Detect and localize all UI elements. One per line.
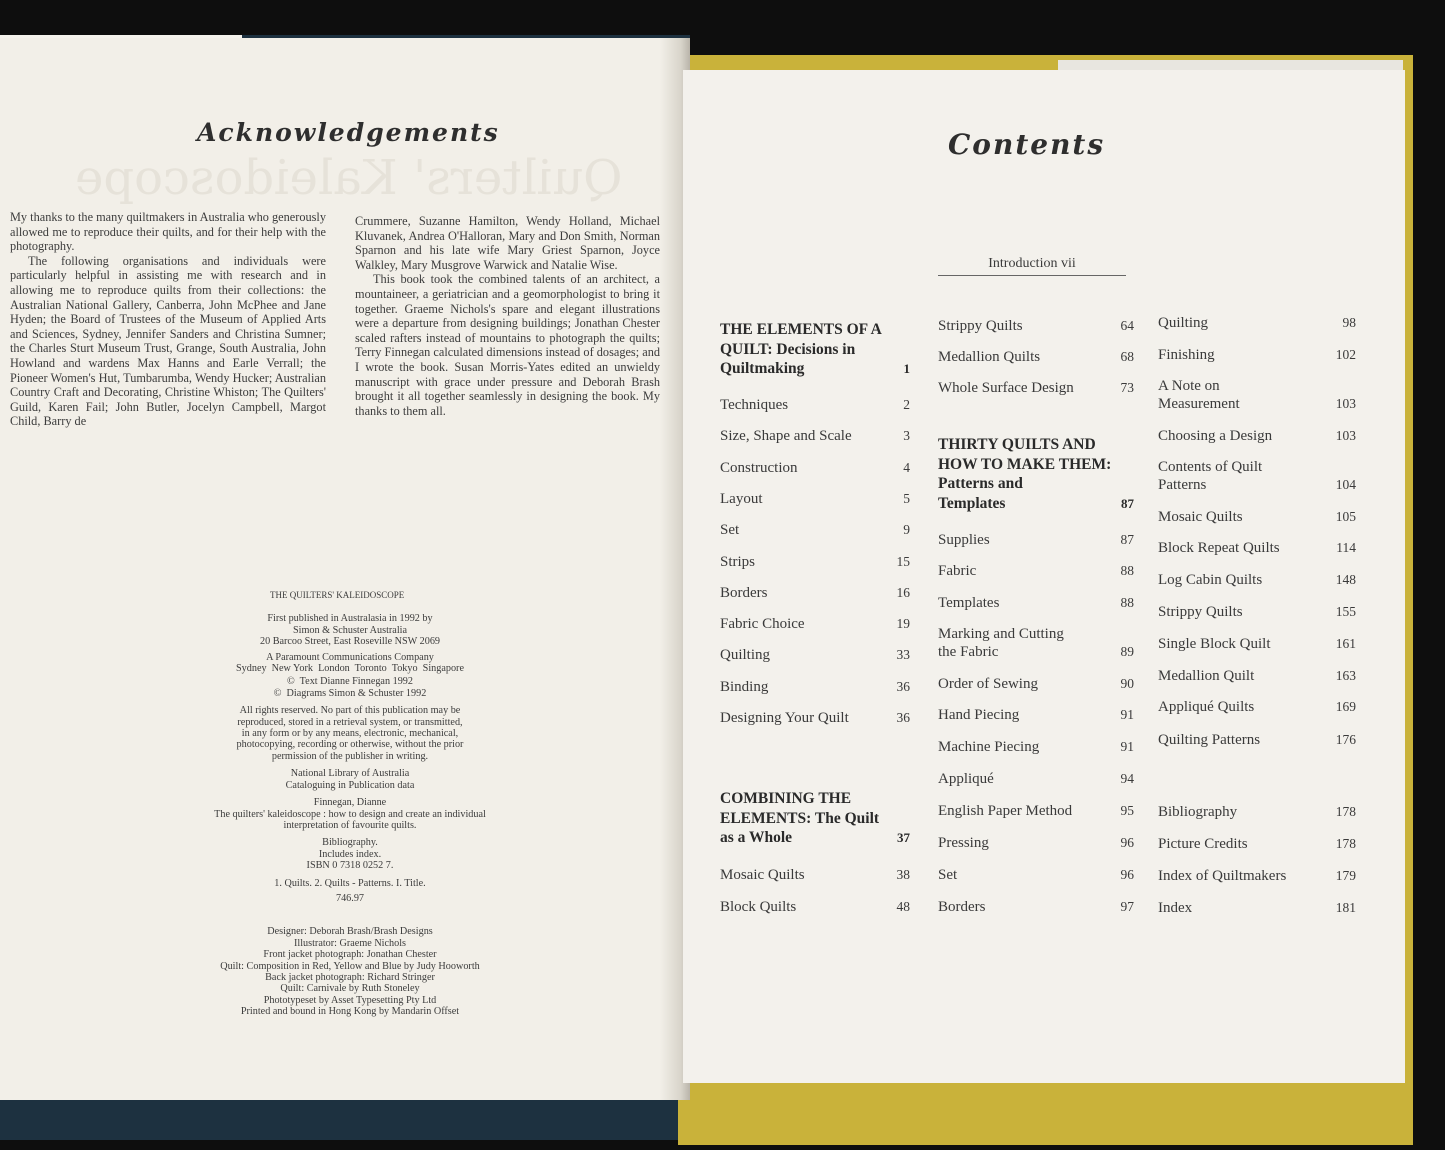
ghost-show-through-title: Quilters' Kaleidoscope — [75, 150, 623, 206]
toc-entry-page: 91 — [1120, 739, 1134, 754]
toc-section-title: THIRTY QUILTS AND HOW TO MAKE THEM: Patterns and Templates — [938, 436, 1112, 512]
imprint-biblio — [160, 837, 540, 871]
toc-entry-page: 96 — [1120, 835, 1134, 850]
toc-entry-label: Layout — [720, 490, 763, 507]
imprint-line: Sydney New York London Toronto Tokyo Singapore — [236, 663, 464, 675]
imprint-line: Bibliography. — [322, 837, 378, 849]
imprint-line: National Library of Australia — [290, 768, 410, 780]
toc-entry-label: Index — [1158, 900, 1193, 916]
toc-entry-label: Medallion Quilt — [1158, 668, 1255, 684]
toc-entry-label: Construction — [720, 459, 798, 476]
imprint-line: © Diagrams Simon & Schuster 1992 — [273, 687, 427, 699]
acknowledgements-heading: Acknowledgements — [197, 118, 500, 147]
toc-entry-page: 64 — [1120, 318, 1134, 333]
imprint-copyright — [160, 676, 540, 699]
toc-entry-page: 95 — [1120, 803, 1134, 818]
toc-entry-page: 169 — [1335, 699, 1356, 714]
toc-entry-page: 68 — [1120, 349, 1134, 364]
toc-entry-page: 103 — [1335, 396, 1356, 411]
toc-entry-label: Single Block Quilt — [1158, 636, 1271, 652]
right-page — [683, 70, 1405, 1083]
toc-entry-label: Whole Surface Design — [938, 380, 1074, 396]
toc-entry-page: 88 — [1120, 595, 1134, 610]
imprint-line: Quilt: Composition in Red, Yellow and Blue by Judy Hooworth — [220, 960, 480, 972]
imprint-dewey — [160, 893, 540, 904]
toc-entry-page: 15 — [896, 553, 910, 569]
imprint-line: permission of the publisher in writing. — [271, 750, 429, 762]
contents-heading: Contents — [948, 128, 1106, 161]
toc-entry-page: 98 — [1342, 315, 1356, 330]
toc-entry-label: Pressing — [938, 835, 989, 851]
toc-entry-page: 104 — [1335, 477, 1356, 492]
toc-entry-page: 38 — [896, 867, 910, 882]
imprint-line: A Paramount Communications Company — [266, 651, 434, 663]
toc-entry-label: Quilting — [720, 647, 771, 664]
imprint-rights — [160, 705, 540, 762]
toc-entry-page: 114 — [1336, 540, 1356, 555]
imprint-line: The quilters' kaleidoscope : how to design and create an individual — [214, 808, 486, 820]
toc-entry-label: Techniques — [720, 397, 789, 413]
imprint-title — [160, 590, 540, 601]
toc-entry-label: Size, Shape and Scale — [720, 428, 852, 445]
imprint-line: All rights reserved. No part of this publication may be — [239, 705, 461, 717]
imprint-pub — [160, 613, 540, 647]
toc-entry-label: Index of Quiltmakers — [1158, 868, 1287, 884]
imprint-line: Simon & Schuster Australia — [292, 624, 408, 636]
imprint-library — [160, 768, 540, 791]
toc-entry-label: Mosaic Quilts — [1158, 509, 1243, 525]
imprint-line: Cataloguing in Publication data — [285, 779, 415, 791]
copyright-imprint — [160, 590, 540, 1018]
imprint-line: © Text Dianne Finnegan 1992 — [287, 676, 413, 688]
acknowledgements-column-2 — [355, 214, 660, 418]
toc-entry-label: Appliqué — [938, 771, 994, 787]
toc-entry-page: 33 — [896, 647, 910, 663]
toc-entry-label: Medallion Quilts — [938, 349, 1041, 365]
toc-entry-page: 178 — [1335, 804, 1356, 819]
imprint-line: in any form or by any means, electronic, mechanical, — [241, 728, 459, 740]
toc-entry-page: 176 — [1335, 732, 1356, 747]
toc-entry-label: Contents of Quilt Patterns — [1158, 459, 1263, 493]
imprint-line: Designer: Deborah Brash/Brash Designs — [267, 926, 433, 938]
toc-entry-label: Block Repeat Quilts — [1158, 540, 1280, 556]
toc-entry-label: Fabric — [938, 563, 977, 579]
imprint-line: 746.97 — [335, 892, 364, 904]
imprint-line: Back jacket photograph: Richard Stringer — [265, 971, 435, 983]
toc-entry-label: Quilting Patterns — [1158, 732, 1261, 748]
toc-entry-page: 163 — [1335, 668, 1356, 683]
toc-entry-page: 9 — [903, 522, 910, 538]
toc-entry-label: Choosing a Design — [1158, 428, 1273, 444]
toc-entry-page: 181 — [1335, 900, 1356, 915]
toc-entry-label: Fabric Choice — [720, 616, 805, 633]
toc-entry-page: 89 — [1120, 644, 1134, 659]
toc-entry-label: Supplies — [938, 532, 990, 548]
toc-section-heading[interactable] — [938, 435, 1134, 513]
toc-section-page: 37 — [897, 830, 910, 845]
toc-entry-page: 91 — [1120, 707, 1134, 722]
toc-section-title: COMBINING THE ELEMENTS: The Quilt as a Whole — [720, 790, 880, 846]
acknowledgements-column-1 — [10, 210, 326, 429]
toc-entry-page: 73 — [1120, 380, 1134, 395]
toc-entry-label: Finishing — [1158, 347, 1215, 363]
toc-entry-label: Mosaic Quilts — [720, 867, 805, 883]
toc-entry-label: Set — [938, 867, 958, 883]
toc-entry-label: Binding — [720, 678, 769, 695]
toc-entry-label: Appliqué Quilts — [1158, 699, 1255, 715]
toc-entry-label: Strips — [720, 553, 756, 570]
imprint-line: interpretation of favourite quilts. — [283, 819, 417, 831]
toc-entry-page: 97 — [1120, 899, 1134, 914]
toc-entry-label: A Note on Measurement — [1158, 378, 1240, 412]
toc-entry-page: 36 — [896, 710, 910, 725]
toc-entry-page: 179 — [1335, 868, 1356, 883]
toc-entry-page: 87 — [1120, 532, 1134, 547]
imprint-line: Quilt: Carnivale by Ruth Stoneley — [280, 983, 420, 995]
imprint-credits — [160, 926, 540, 1017]
toc-entry-page: 105 — [1335, 509, 1356, 524]
toc-entry-label: Marking and Cutting the Fabric — [938, 626, 1064, 660]
toc-entry-label: Borders — [938, 899, 986, 915]
toc-entry-label: Bibliography — [1158, 804, 1238, 820]
imprint-line: 20 Barcoo Street, East Roseville NSW 2069 — [259, 636, 441, 648]
toc-entry-label: English Paper Method — [938, 803, 1073, 819]
toc-entry-label: Picture Credits — [1158, 836, 1248, 852]
toc-entry-page: 48 — [896, 899, 910, 914]
toc-section-heading[interactable] — [720, 320, 910, 379]
toc-entry-label: Quilting — [1158, 315, 1209, 331]
toc-entry-label: Block Quilts — [720, 899, 797, 915]
imprint-cip — [160, 797, 540, 831]
imprint-line: First published in Australasia in 1992 by — [267, 613, 433, 625]
toc-entry-page: 4 — [903, 459, 910, 475]
imprint-subjects — [160, 878, 540, 889]
toc-section-heading[interactable] — [720, 789, 910, 848]
toc-entry-label: Strippy Quilts — [938, 318, 1023, 334]
toc-entry-page: 94 — [1120, 771, 1134, 786]
toc-entry-page: 19 — [896, 616, 910, 632]
toc-introduction: Introduction vii — [938, 256, 1126, 276]
toc-entry-page: 103 — [1335, 428, 1356, 443]
toc-entry-label: Templates — [938, 595, 1000, 611]
toc-section-page: 87 — [1121, 495, 1134, 511]
toc-entry-label: Log Cabin Quilts — [1158, 572, 1263, 588]
imprint-line: ISBN 0 7318 0252 7. — [306, 860, 394, 872]
paragraph: Crummere, Suzanne Hamilton, Wendy Holland, Michael Kluvanek, Andrea O'Halloran, Mary and Don Smith, Norman Sparnon and his late wife Mary Griest Sparnon, Joyce Walkley, Mary Musgrove Warwick and Natalie Wise. — [355, 214, 660, 272]
toc-entry-page: 178 — [1335, 836, 1356, 851]
imprint-line: Front jacket photograph: Jonathan Chester — [263, 949, 437, 961]
toc-entry-label: Borders — [720, 584, 768, 601]
toc-entry-page: 161 — [1335, 636, 1356, 651]
imprint-line: Illustrator: Graeme Nichols — [293, 937, 407, 949]
toc-section-page: 1 — [903, 361, 910, 376]
imprint-line: Finnegan, Dianne — [313, 797, 387, 809]
imprint-company — [160, 652, 540, 675]
toc-entry-page: 5 — [903, 490, 910, 506]
toc-entry-page: 2 — [903, 397, 910, 412]
paragraph: The following organisations and individuals were particularly helpful in assisting me with research and in allowing me to reproduce quilts from their collections: the Australian National Gallery, Canberra, John McPhee and Jane Hyden; the Board of Trustees of the Museum of Applied Arts and Sciences, Sydney, Jennifer Sanders and Christina Sumner; the Charles Sturt Museum Trust, Grange, South Australia, John Howland and wardens Max Hanns and Earle Verrall; the Pioneer Women's Hut, Tumbarumba, Wendy Hucker; Australian Country Craft and Decorating, Christine Whiston; The Quilters' Guild, Karen Fail; John Butler, Jocelyn Campbell, Margot Child, Barry de — [10, 253, 326, 429]
toc-entry-page: 90 — [1120, 676, 1134, 691]
toc-entry-label: Designing Your Quilt — [720, 710, 849, 726]
toc-entry-page: 88 — [1120, 563, 1134, 578]
imprint-line: THE QUILTERS' KALEIDOSCOPE — [270, 590, 405, 600]
imprint-line: Includes index. — [318, 848, 382, 860]
toc-entry-page: 148 — [1335, 572, 1356, 587]
imprint-line: Phototypeset by Asset Typesetting Pty Ltd — [263, 994, 437, 1006]
toc-entry-page: 16 — [896, 584, 910, 600]
toc-entry-page: 96 — [1120, 867, 1134, 882]
imprint-line: Printed and bound in Hong Kong by Mandarin Offset — [240, 1006, 460, 1018]
toc-entry-label: Machine Piecing — [938, 739, 1040, 755]
imprint-line: 1. Quilts. 2. Quilts - Patterns. I. Title. — [274, 877, 426, 889]
toc-entry-label: Order of Sewing — [938, 676, 1038, 692]
toc-entry-label: Strippy Quilts — [1158, 604, 1243, 620]
toc-entry-label: Set — [720, 522, 740, 539]
paragraph: This book took the combined talents of an architect, a mountaineer, a geriatrician and a geomorphologist to bring it together. Graeme Nichols's spare and elegant illustrations were a departure from designing buildings; Jonathan Chester scaled rafters instead of mountains to photograph the quilts; Terry Finnegan calculated dimensions instead of dosages; and I wrote the book. Susan Morris-Yates edited an unwieldy manuscript with grace under pressure and Deborah Brash brought it all together seamlessly in designing the book. My thanks to them all. — [355, 272, 660, 418]
toc-entry-page: 3 — [903, 428, 910, 444]
paragraph: My thanks to the many quiltmakers in Australia who generously allowed me to reproduce their quilts, and for their help with the photography. — [10, 210, 326, 254]
toc-entry-page: 102 — [1335, 347, 1356, 362]
toc-entry-page: 36 — [896, 678, 910, 694]
toc-entry-page: 155 — [1335, 604, 1356, 619]
toc-section-title: THE ELEMENTS OF A QUILT: Decisions in Quiltmaking — [720, 321, 882, 377]
imprint-line: photocopying, recording or otherwise, without the prior — [236, 739, 464, 751]
imprint-line: reproduced, stored in a retrieval system, or transmitted, — [237, 716, 463, 728]
toc-entry-label: Hand Piecing — [938, 707, 1020, 723]
